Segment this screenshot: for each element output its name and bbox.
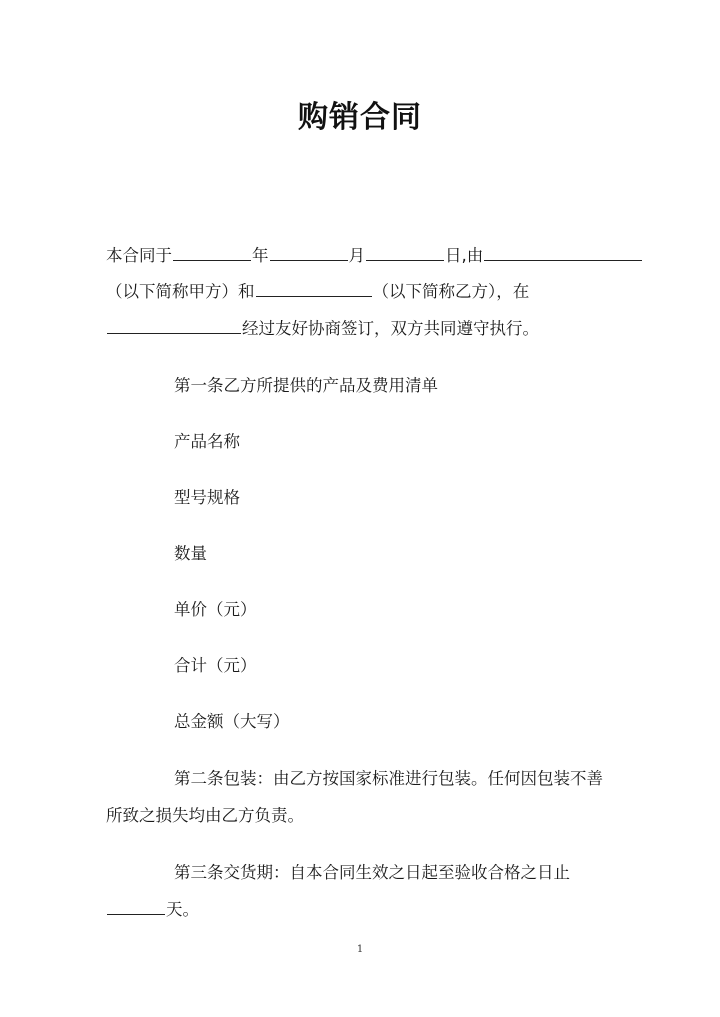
item-quantity: 数量 [174,544,207,563]
intro-text-signed: 经过友好协商签订，双方共同遵守执行。 [242,319,539,338]
intro-text-day-by: 日,由 [445,246,484,265]
location-blank[interactable] [107,317,241,334]
party-b-blank[interactable] [256,280,372,297]
article-1-heading: 第一条乙方所提供的产品及费用清单 [174,376,438,395]
delivery-days-blank[interactable] [107,898,165,915]
intro-text-party-a-and: （以下简称甲方）和 [106,282,255,301]
article-2-line-2: 所致之损失均由乙方负责。 [106,806,304,825]
intro-text-month: 月 [348,246,365,265]
article-3-line-1: 第三条交货期：自本合同生效之日起至验收合格之日止 [174,863,570,882]
party-a-blank[interactable] [484,244,642,261]
article-3-days-suffix: 天。 [166,900,199,919]
article-3-line-2 [106,898,199,922]
document-title: 购销合同 [298,100,422,135]
intro-text-contract-on: 本合同于 [106,246,172,265]
year-blank[interactable] [173,244,251,261]
intro-line-3 [106,317,539,341]
intro-line-1 [106,244,643,268]
article-2-line-1: 第二条包装：由乙方按国家标准进行包装。任何因包装不善 [174,769,603,788]
item-product-name: 产品名称 [174,432,240,451]
item-unit-price: 单价（元） [174,600,257,619]
intro-text-party-b-at: （以下简称乙方），在 [372,282,530,301]
item-total-amount: 总金额（大写） [174,712,290,731]
intro-line-2 [106,280,529,304]
month-blank[interactable] [270,244,348,261]
item-subtotal: 合计（元） [174,656,257,675]
intro-text-year: 年 [252,246,269,265]
item-model-spec: 型号规格 [174,488,240,507]
page-number: 1 [356,944,364,955]
day-blank[interactable] [366,244,444,261]
